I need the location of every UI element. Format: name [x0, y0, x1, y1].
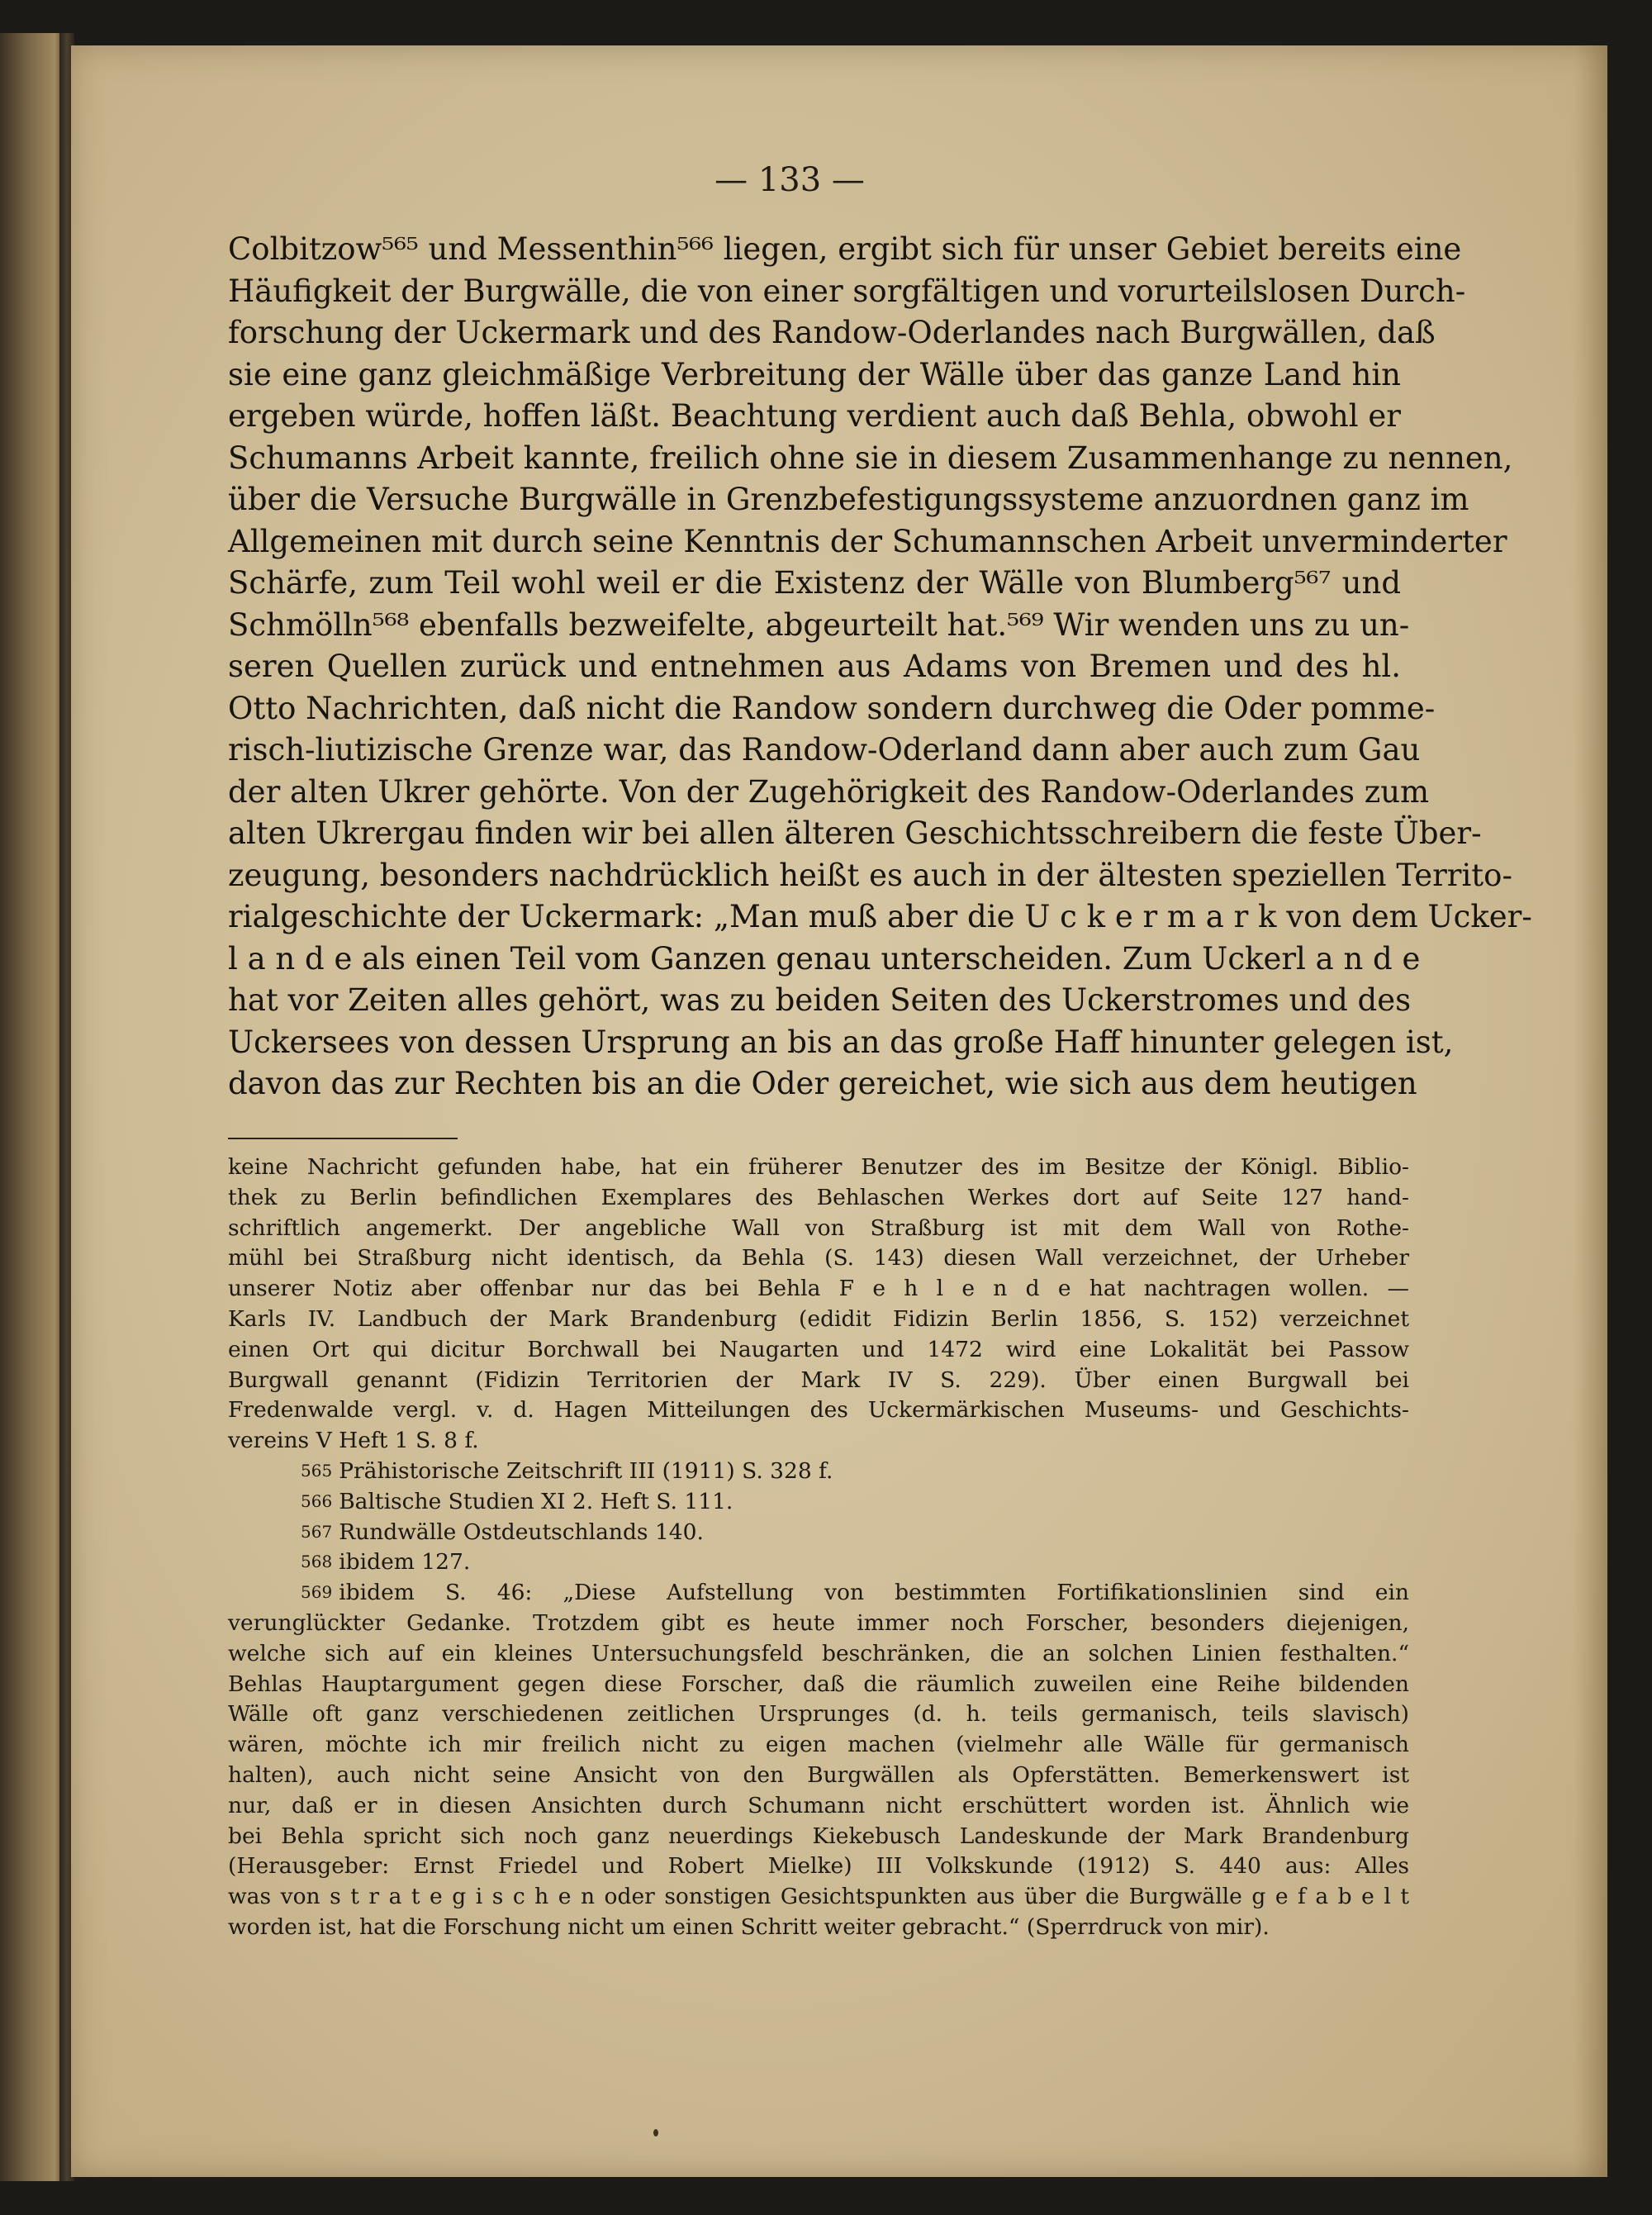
text-line: Schärfe, zum Teil wohl weil er die Existenz der Wälle von Blumberg⁵⁶⁷ und	[228, 565, 1401, 601]
text-line: ergeben würde, hoffen läßt. Beachtung verdient auch daß Behla, obwohl er	[228, 398, 1401, 434]
footnote-line: einen Ort qui dicitur Borchwall bei Naugarten und 1472 wird eine Lokalität bei Passow	[228, 1336, 1409, 1362]
footnote-566	[228, 1487, 1409, 1518]
footnote-line: schriftlich angemerkt. Der angebliche Wall von Straßburg ist mit dem Wall von Rothe-	[228, 1214, 1409, 1241]
footnote-line: worden ist, hat die Forschung nicht um einen Schritt weiter gebracht.“ (Sperrdruck von mir).	[228, 1913, 1270, 1940]
footnote-number: 565	[301, 1460, 333, 1481]
text-line: Colbitzow⁵⁶⁵ und Messenthin⁵⁶⁶ liegen, ergibt sich für unser Gebiet bereits eine	[228, 231, 1462, 267]
footnote-line: thek zu Berlin befindlichen Exemplares des Behlaschen Werkes dort auf Seite 127 hand-	[228, 1184, 1409, 1210]
footnote-line: Fredenwalde vergl. v. d. Hagen Mitteilungen des Uckermärkischen Museums- und Geschichts-	[228, 1397, 1409, 1424]
footnote-line: Wälle oft ganz verschiedenen zeitlichen Ursprunges (d. h. teils germanisch, teils slavisch)	[228, 1701, 1409, 1728]
footnote-line: (Herausgeber: Ernst Friedel und Robert Mielke) III Volkskunde (1912) S. 440 aus: Alles	[228, 1853, 1409, 1880]
footnote-line: vereins V Heft 1 S. 8 f.	[228, 1428, 479, 1454]
footnote-line: unserer Notiz aber offenbar nur das bei Behla F e h l e n d e hat nachtragen wollen. —	[228, 1276, 1409, 1302]
footnote-line: was von s t r a t e g i s c h e n oder sonstigen Gesichtspunkten aus über die Burgwälle g e f a b e l t	[228, 1884, 1409, 1910]
footnote-number: 566	[301, 1490, 333, 1511]
page-number: — 133 —	[714, 161, 865, 199]
text-line: zeugung, besonders nachdrücklich heißt es auch in der ältesten speziellen Territo-	[228, 857, 1512, 893]
text-line: risch-liutizische Grenze war, das Randow-Oderland dann aber auch zum Gau	[228, 732, 1421, 768]
text-line: seren Quellen zurück und entnehmen aus Adams von Bremen und des hl.	[228, 649, 1401, 684]
footnote-number: 567	[301, 1521, 333, 1542]
text-line: Uckersees von dessen Ursprung an bis an das große Haff hinunter gelegen ist,	[228, 1024, 1454, 1060]
footnote-line: Burgwall genannt (Fidizin Territorien der Mark IV S. 229). Über einen Burgwall bei	[228, 1367, 1409, 1393]
footnote-line: Behlas Hauptargument gegen diese Forscher, daß die räumlich zuweilen eine Reihe bildenden	[228, 1671, 1409, 1697]
footnote-line: halten), auch nicht seine Ansicht von den Burgwällen als Opferstätten. Bemerkenswert ist	[228, 1761, 1409, 1788]
text-line: davon das zur Rechten bis an die Oder gereichet, wie sich aus dem heutigen	[228, 1066, 1417, 1101]
text-line: Schmölln⁵⁶⁸ ebenfalls bezweifelte, abgeurteilt hat.⁵⁶⁹ Wir wenden uns zu un-	[228, 606, 1410, 643]
footnote-text: ibidem 127.	[339, 1549, 471, 1576]
text-line: Allgemeinen mit durch seine Kenntnis der Schumannschen Arbeit unverminderter	[228, 523, 1507, 559]
book-page	[71, 45, 1607, 2177]
page-edge-shadow	[1574, 45, 1607, 2177]
text-line: hat vor Zeiten alles gehört, was zu beiden Seiten des Uckerstromes und des	[228, 982, 1412, 1018]
text-line: Otto Nachrichten, daß nicht die Randow sondern durchweg die Oder pomme-	[228, 690, 1436, 726]
footnote-text: ibidem S. 46: „Diese Aufstellung von bestimmten Fortifikationslinien sind ein	[339, 1580, 1409, 1606]
text-line: forschung der Uckermark und des Randow-Oderlandes nach Burgwällen, daß	[228, 315, 1436, 350]
text-line: l a n d e als einen Teil vom Ganzen genau unterscheiden. Zum Uckerl a n d e	[228, 940, 1421, 977]
footnote-line: mühl bei Straßburg nicht identisch, da Behla (S. 143) diesen Wall verzeichnet, der Urheber	[228, 1245, 1409, 1271]
footnote-line: welche sich auf ein kleines Untersuchungsfeld beschränken, die an solchen Linien festhalten.“	[228, 1640, 1409, 1666]
text-line: der alten Ukrer gehörte. Von der Zugehörigkeit des Randow-Oderlandes zum	[228, 773, 1430, 810]
footnote-text: Prähistorische Zeitschrift III (1911) S. 328 f.	[339, 1457, 833, 1484]
footnote-divider	[228, 1138, 458, 1139]
footnote-569	[228, 1578, 1409, 1609]
ink-speck	[653, 2129, 658, 2137]
footnote-568	[228, 1547, 1409, 1578]
text-line: Schumanns Arbeit kannte, freilich ohne sie in diesem Zusammenhange zu nennen,	[228, 440, 1513, 476]
footnote-number: 568	[301, 1552, 333, 1572]
footnotes-block	[228, 1153, 1409, 1943]
footnote-565	[228, 1457, 1409, 1487]
footnote-text: Baltische Studien XI 2. Heft S. 111.	[339, 1488, 733, 1514]
footnote-line: bei Behla spricht sich noch ganz neuerdings Kiekebusch Landeskunde der Mark Brandenburg	[228, 1823, 1409, 1849]
footnote-line: verunglückter Gedanke. Trotzdem gibt es heute immer noch Forscher, besonders diejenigen,	[228, 1609, 1409, 1636]
left-page-edge	[0, 33, 64, 2181]
text-line: rialgeschichte der Uckermark: „Man muß aber die U c k e r m a r k von dem Ucker-	[228, 899, 1532, 934]
text-line: alten Ukrergau finden wir bei allen älteren Geschichtsschreibern die feste Über-	[228, 815, 1482, 851]
text-line: Häufigkeit der Burgwälle, die von einer sorgfältigen und vorurteilslosen Durch-	[228, 273, 1466, 309]
main-text-block	[228, 229, 1532, 1105]
footnote-line: wären, möchte ich mir freilich nicht zu eigen machen (vielmehr alle Wälle für germanisch	[228, 1732, 1409, 1758]
footnote-line: nur, daß er in diesen Ansichten durch Schumann nicht erschüttert worden ist. Ähnlich wie	[228, 1792, 1409, 1818]
footnote-line: keine Nachricht gefunden habe, hat ein früherer Benutzer des im Besitze der Königl. Biblio-	[228, 1154, 1409, 1180]
footnote-number: 569	[301, 1582, 333, 1603]
text-line: über die Versuche Burgwälle in Grenzbefestigungssysteme anzuordnen ganz im	[228, 482, 1469, 517]
text-line: sie eine ganz gleichmäßige Verbreitung der Wälle über das ganze Land hin	[228, 356, 1401, 392]
footnote-567	[228, 1518, 1409, 1548]
footnote-line: Karls IV. Landbuch der Mark Brandenburg (edidit Fidizin Berlin 1856, S. 152) verzeichnet	[228, 1305, 1409, 1332]
footnote-text: Rundwälle Ostdeutschlands 140.	[339, 1519, 704, 1545]
